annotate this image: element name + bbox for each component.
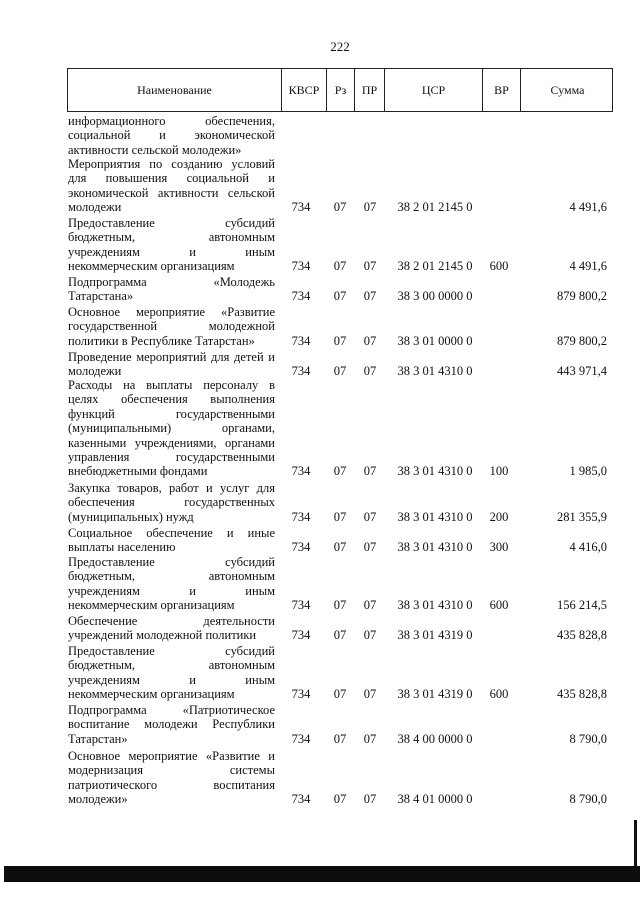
scan-bottom-border bbox=[4, 866, 640, 882]
row-name: Обеспечение деятельности учреждений молодежной политики bbox=[68, 614, 275, 643]
row-sum: 8 790,0 bbox=[569, 732, 607, 746]
row-kvsr: 734 bbox=[291, 628, 311, 642]
row-pr: 07 bbox=[363, 628, 377, 642]
row-csr: 38 3 01 4310 0 bbox=[397, 510, 473, 524]
row-pr: 07 bbox=[363, 464, 377, 478]
row-kvsr: 734 bbox=[291, 540, 311, 554]
row-vr: 200 bbox=[489, 510, 509, 524]
row-sum: 4 491,6 bbox=[569, 259, 607, 273]
row-csr: 38 2 01 2145 0 bbox=[397, 200, 473, 214]
row-csr: 38 4 01 0000 0 bbox=[397, 792, 473, 806]
row-rz: 07 bbox=[333, 289, 347, 303]
row-rz: 07 bbox=[333, 687, 347, 701]
row-csr: 38 3 01 4310 0 bbox=[397, 598, 473, 612]
row-kvsr: 734 bbox=[291, 200, 311, 214]
row-pr: 07 bbox=[363, 598, 377, 612]
row-name: информационного обеспечения, социальной и экономической активности сельской молодежи» bbox=[68, 114, 275, 157]
header-kvsr: КВСР bbox=[282, 69, 327, 111]
row-vr: 600 bbox=[489, 598, 509, 612]
row-pr: 07 bbox=[363, 289, 377, 303]
row-kvsr: 734 bbox=[291, 464, 311, 478]
row-kvsr: 734 bbox=[291, 289, 311, 303]
row-name: Подпрограмма «Молодежь Татарстана» bbox=[68, 275, 275, 304]
row-sum: 1 985,0 bbox=[569, 464, 607, 478]
row-pr: 07 bbox=[363, 732, 377, 746]
header-csr: ЦСР bbox=[385, 69, 483, 111]
header-rz: Рз bbox=[327, 69, 355, 111]
table-header bbox=[67, 68, 613, 112]
header-pr: ПР bbox=[355, 69, 385, 111]
row-csr: 38 3 00 0000 0 bbox=[397, 289, 473, 303]
row-sum: 443 971,4 bbox=[557, 364, 607, 378]
header-name: Наименование bbox=[68, 69, 282, 111]
row-pr: 07 bbox=[363, 792, 377, 806]
row-vr: 600 bbox=[489, 259, 509, 273]
row-sum: 4 491,6 bbox=[569, 200, 607, 214]
row-vr: 300 bbox=[489, 540, 509, 554]
row-rz: 07 bbox=[333, 510, 347, 524]
row-name: Основное мероприятие «Развитие и модернизация системы патриотического воспитания молодежи» bbox=[68, 749, 275, 807]
row-name: Закупка товаров, работ и услуг для обеспечения государственных (муниципальных) нужд bbox=[68, 481, 275, 524]
row-kvsr: 734 bbox=[291, 732, 311, 746]
row-name: Проведение мероприятий для детей и молодежи bbox=[68, 350, 275, 379]
row-csr: 38 3 01 4310 0 bbox=[397, 364, 473, 378]
row-vr: 100 bbox=[489, 464, 509, 478]
row-name: Основное мероприятие «Развитие государственной молодежной политики в Республике Татарстан» bbox=[68, 305, 275, 348]
row-pr: 07 bbox=[363, 334, 377, 348]
row-csr: 38 3 01 0000 0 bbox=[397, 334, 473, 348]
page-number: 222 bbox=[330, 39, 350, 54]
row-pr: 07 bbox=[363, 540, 377, 554]
row-kvsr: 734 bbox=[291, 364, 311, 378]
row-rz: 07 bbox=[333, 628, 347, 642]
row-kvsr: 734 bbox=[291, 259, 311, 273]
row-rz: 07 bbox=[333, 540, 347, 554]
row-sum: 281 355,9 bbox=[557, 510, 607, 524]
row-rz: 07 bbox=[333, 334, 347, 348]
row-sum: 879 800,2 bbox=[557, 334, 607, 348]
row-kvsr: 734 bbox=[291, 687, 311, 701]
row-sum: 4 416,0 bbox=[569, 540, 607, 554]
header-vr: ВР bbox=[483, 69, 521, 111]
row-name: Предоставление субсидий бюджетным, автономным учреждениям и иным некоммерческим организациям bbox=[68, 216, 275, 274]
row-name: Социальное обеспечение и иные выплаты населению bbox=[68, 526, 275, 555]
row-vr: 600 bbox=[489, 687, 509, 701]
row-name: Предоставление субсидий бюджетным, автономным учреждениям и иным некоммерческим организациям bbox=[68, 555, 275, 613]
row-kvsr: 734 bbox=[291, 598, 311, 612]
row-rz: 07 bbox=[333, 364, 347, 378]
row-rz: 07 bbox=[333, 598, 347, 612]
row-sum: 435 828,8 bbox=[557, 628, 607, 642]
row-name: Предоставление субсидий бюджетным, автономным учреждениям и иным некоммерческим организациям bbox=[68, 644, 275, 702]
header-sum: Сумма bbox=[550, 83, 585, 97]
row-csr: 38 3 01 4310 0 bbox=[397, 464, 473, 478]
row-name: Подпрограмма «Патриотическое воспитание молодежи Республики Татарстан» bbox=[68, 703, 275, 746]
row-csr: 38 3 01 4319 0 bbox=[397, 687, 473, 701]
row-pr: 07 bbox=[363, 687, 377, 701]
row-sum: 8 790,0 bbox=[569, 792, 607, 806]
row-rz: 07 bbox=[333, 732, 347, 746]
row-kvsr: 734 bbox=[291, 510, 311, 524]
scan-edge-mark bbox=[634, 820, 637, 868]
row-rz: 07 bbox=[333, 464, 347, 478]
row-pr: 07 bbox=[363, 259, 377, 273]
row-sum: 435 828,8 bbox=[557, 687, 607, 701]
row-sum: 879 800,2 bbox=[557, 289, 607, 303]
row-rz: 07 bbox=[333, 792, 347, 806]
row-csr: 38 2 01 2145 0 bbox=[397, 259, 473, 273]
row-pr: 07 bbox=[363, 364, 377, 378]
row-csr: 38 3 01 4319 0 bbox=[397, 628, 473, 642]
row-name: Мероприятия по созданию условий для повышения социальной и экономической активности сельской молодежи bbox=[68, 157, 275, 215]
row-kvsr: 734 bbox=[291, 792, 311, 806]
row-pr: 07 bbox=[363, 510, 377, 524]
row-rz: 07 bbox=[333, 200, 347, 214]
row-rz: 07 bbox=[333, 259, 347, 273]
row-kvsr: 734 bbox=[291, 334, 311, 348]
row-name: Расходы на выплаты персоналу в целях обеспечения выполнения функций государственными (муниципальными) органами, казенными учреждениями, органами управления государственными внебюджетными фондами bbox=[68, 378, 275, 479]
row-csr: 38 3 01 4310 0 bbox=[397, 540, 473, 554]
row-pr: 07 bbox=[363, 200, 377, 214]
row-csr: 38 4 00 0000 0 bbox=[397, 732, 473, 746]
row-sum: 156 214,5 bbox=[557, 598, 607, 612]
